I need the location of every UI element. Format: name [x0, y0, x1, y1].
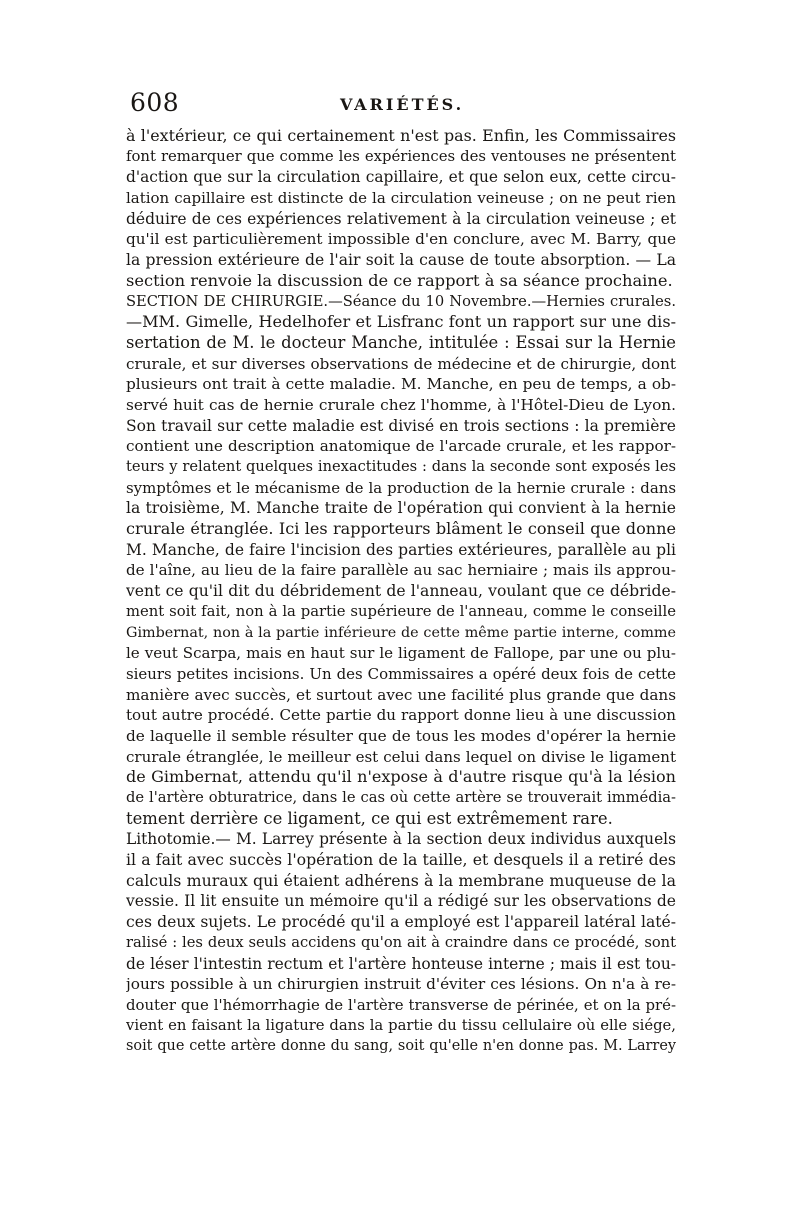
text-line: —MM. Gimelle, Hedelhofer et Lisfranc font un rapport sur une dis-	[126, 312, 676, 332]
text-line: de laquelle il semble résulter que de tous les modes d'opérer la hernie	[126, 726, 676, 745]
text-line: sieurs petites incisions. Un des Commissaires a opéré deux fois de cette	[126, 664, 676, 683]
text-line: de léser l'intestin rectum et l'artère honteuse interne ; mais il est tou-	[126, 954, 676, 973]
text-line: M. Manche, de faire l'incision des parties extérieures, parallèle au pli	[126, 540, 676, 559]
text-line: de l'artère obturatrice, dans le cas où cette artère se trouverait immédia-	[126, 789, 676, 806]
text-line: teurs y relatent quelques inexactitudes : dans la seconde sont exposés les	[126, 458, 676, 475]
text-line: servé huit cas de hernie crurale chez l'homme, à l'Hôtel-Dieu de Lyon.	[126, 395, 676, 414]
text-line: tement derrière ce ligament, ce qui est extrêmement rare.	[126, 808, 613, 828]
text-line: de Gimbernat, attendu qu'il n'expose à d'autre risque qu'à la lésion	[126, 767, 676, 787]
text-line: Son travail sur cette maladie est divisé en trois sections : la première	[126, 416, 676, 435]
text-line: sertation de M. le docteur Manche, intitulée : Essai sur la Hernie	[126, 332, 676, 352]
text-line: la troisième, M. Manche traite de l'opération qui convient à la hernie	[126, 499, 676, 518]
text-line: contient une description anatomique de l'arcade crurale, et les rappor-	[126, 437, 676, 456]
text-line: soit que cette artère donne du sang, soit qu'elle n'en donne pas. M. Larrey	[126, 1038, 676, 1055]
text-line: section renvoie la discussion de ce rapport à sa séance prochaine.	[126, 270, 673, 290]
text-line: ralisé : les deux seuls accidens qu'on ait à craindre dans ce procédé, sont	[126, 933, 676, 951]
running-head: VARIÉTÉS.	[340, 95, 465, 114]
text-line: la pression extérieure de l'air soit la cause de toute absorption. — La	[126, 251, 676, 270]
text-line: vessie. Il lit ensuite un mémoire qu'il a rédigé sur les observations de	[126, 892, 676, 911]
text-line: déduire de ces expériences relativement à la circulation veineuse ; et	[126, 209, 676, 228]
body-text	[126, 126, 676, 1057]
text-line: qu'il est particulièrement impossible d'en conclure, avec M. Barry, que	[126, 230, 676, 249]
text-line: ment soit fait, non à la partie supérieure de l'anneau, comme le conseille	[126, 602, 676, 620]
text-line: calculs muraux qui étaient adhérens à la membrane muqueuse de la	[126, 870, 676, 890]
text-line: le veut Scarpa, mais en haut sur le ligament de Fallope, par une ou plu-	[126, 644, 676, 663]
text-line: SECTION DE CHIRURGIE.—Séance du 10 Novembre.—Hernies crurales.	[126, 292, 676, 310]
text-line: tout autre procédé. Cette partie du rapport donne lieu à une discussion	[126, 706, 676, 725]
text-line: vient en faisant la ligature dans la partie du tissu cellulaire où elle siége,	[126, 1016, 676, 1034]
text-line: ces deux sujets. Le procédé qu'il a employé est l'appareil latéral laté-	[126, 913, 676, 932]
text-line: douter que l'hémorrhagie de l'artère transverse de périnée, et on la pré-	[126, 995, 676, 1014]
text-line: crurale étranglée. Ici les rapporteurs blâment le conseil que donne	[126, 519, 676, 539]
page-number: 608	[130, 88, 180, 117]
text-line: symptômes et le mécanisme de la production de la hernie crurale : dans	[126, 478, 676, 497]
text-line: à l'extérieur, ce qui certainement n'est pas. Enfin, les Commissaires	[126, 126, 676, 145]
text-line: Gimbernat, non à la partie inférieure de cette même partie interne, comme	[126, 624, 676, 641]
text-line: plusieurs ont trait à cette maladie. M. Manche, en peu de temps, a ob-	[126, 375, 676, 394]
text-line: vent ce qu'il dit du débridement de l'anneau, voulant que ce débride-	[126, 582, 676, 601]
text-line: font remarquer que comme les expériences des ventouses ne présentent	[126, 147, 676, 165]
text-line: jours possible à un chirurgien instruit d'éviter ces lésions. On n'a à re-	[126, 975, 676, 994]
text-line: de l'aîne, au lieu de la faire parallèle au sac herniaire ; mais ils approu-	[126, 561, 676, 580]
text-line: Lithotomie.— M. Larrey présente à la section deux individus auxquels	[126, 830, 676, 849]
text-line: crurale, et sur diverses observations de médecine et de chirurgie, dont	[126, 354, 676, 373]
text-line: lation capillaire est distincte de la circulation veineuse ; on ne peut rien	[126, 189, 676, 208]
page-header	[130, 88, 675, 122]
text-line: crurale étranglée, le meilleur est celui dans lequel on divise le ligament	[126, 747, 676, 766]
text-line: il a fait avec succès l'opération de la taille, et desquels il a retiré des	[126, 850, 676, 870]
text-line: d'action que sur la circulation capillaire, et que selon eux, cette circu-	[126, 168, 676, 187]
text-line: manière avec succès, et surtout avec une facilité plus grande que dans	[126, 685, 676, 704]
